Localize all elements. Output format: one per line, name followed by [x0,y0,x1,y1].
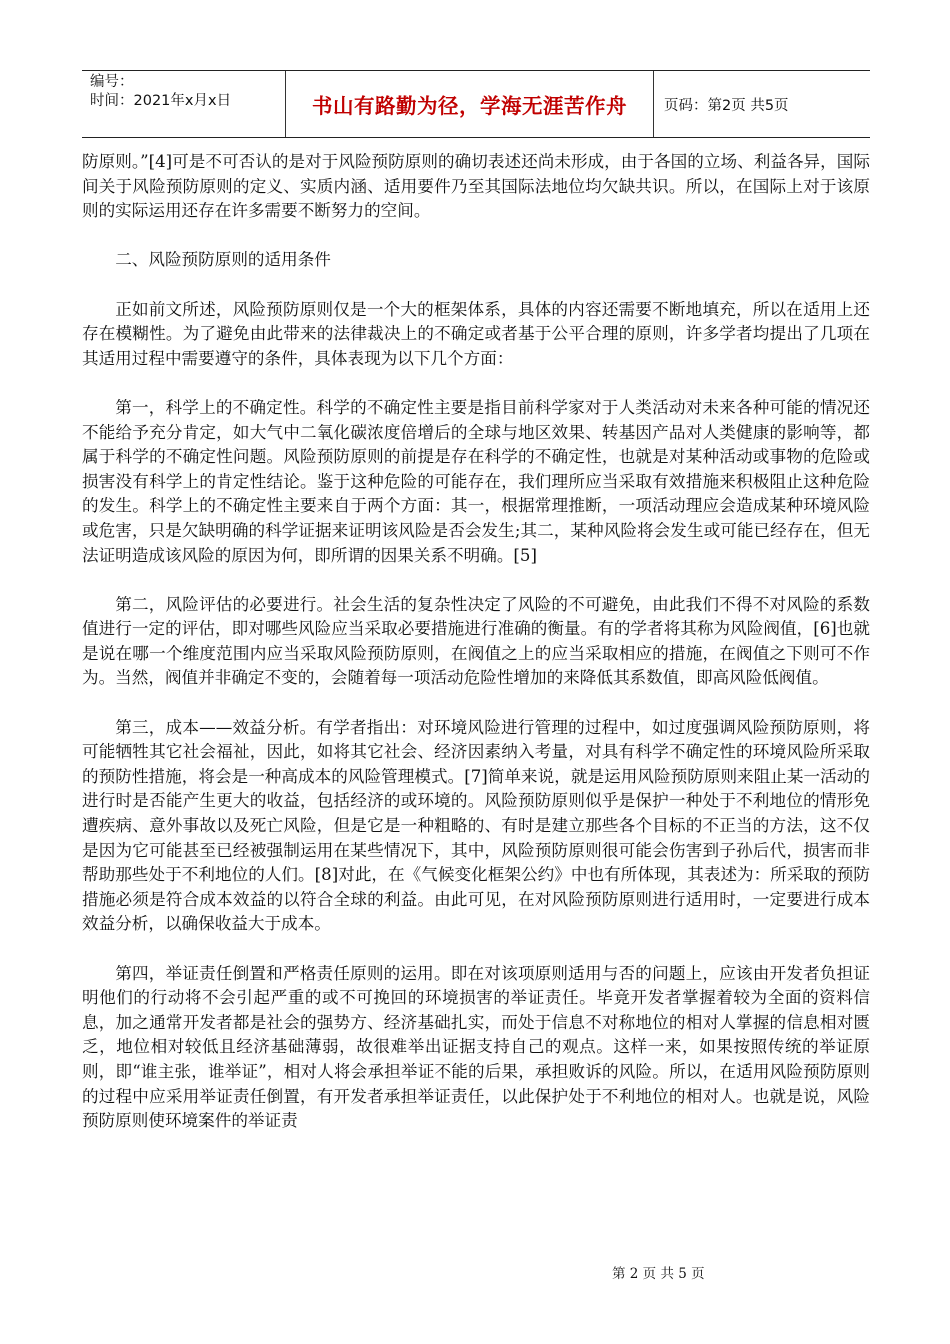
section-heading: 二、风险预防原则的适用条件 [115,250,331,270]
document-time-label: 时间：2021年x月x日 [90,93,232,109]
header-divider [653,71,654,137]
paragraph-second-condition: 第二，风险评估的必要进行。社会生活的复杂性决定了风险的不可避免，由此我们不得不对风险的系数值进行一定的评估，即对哪些风险应当采取必要措施进行准确的衡量。有的学者将其称为风险阀值，[6]也就是说在哪一个维度范围内应当采取风险预防原则，在阀值之上的应当采取相应的措施，在阀值之下则可不作为。当然，阀值并非确定不变的，会随着每一项活动危险性增加的来降低其系数值，即高风险低阀值。 [82,594,870,688]
document-body [82,150,870,1134]
page-footer: 第 2 页 共 5 页 [612,1266,705,1282]
page-header [82,70,870,138]
paragraph-fourth-condition: 第四，举证责任倒置和严格责任原则的运用。即在对该项原则适用与否的问题上，应该由开发者负担证明他们的行动将不会引起严重的或不可挽回的环境损害的举证责任。毕竟开发者掌握着较为全面的资料信息，加之通常开发者都是社会的强势方、经济基础扎实，而处于信息不对称地位的相对人掌握的信息相对匮乏，地位相对较低且经济基础薄弱，故很难举出证据支持自己的观点。这样一来，如果按照传统的举证原则，即“谁主张，谁举证”，相对人将会承担举证不能的后果，承担败诉的风险。所以，在适用风险预防原则的过程中应采用举证责任倒置，有开发者承担举证责任，以此保护处于不利地位的相对人。也就是说，风险预防原则使环境案件的举证责 [82,963,870,1131]
paragraph-continuation: 防原则。”[4]可是不可否认的是对于风险预防原则的确切表述还尚未形成，由于各国的立场、利益各异，国际间关于风险预防原则的定义、实质内涵、适用要件乃至其国际法地位均欠缺共识。所以，在国际上对于该原则的实际运用还存在许多需要不断努力的空间。 [82,152,870,221]
header-motto: 书山有路勤为径，学海无涯苦作舟 [312,94,627,118]
header-meta [90,73,282,111]
header-page-info: 页码：第2页 共5页 [664,97,789,114]
paragraph-third-condition: 第三，成本——效益分析。有学者指出：对环境风险进行管理的过程中，如过度强调风险预防原则，将可能牺牲其它社会福祉，因此，如将其它社会、经济因素纳入考量，对具有科学不确定性的环境风险所采取的预防性措施，将会是一种高成本的风险管理模式。[7]简单来说，就是运用风险预防原则来阻止某一活动的进行时是否能产生更大的收益，包括经济的或环境的。风险预防原则似乎是保护一种处于不利地位的情形免遭疾病、意外事故以及死亡风险，但是它是一种粗略的、有时是建立那些各个目标的不正当的方法，这不仅是因为它可能甚至已经被强制运用在某些情况下，其中，风险预防原则很可能会伤害到子孙后代，损害而非帮助那些处于不利地位的人们。[8]对此，在《气候变化框架公约》中也有所体现，其表述为：所采取的预防措施必须是符合成本效益的以符合全球的利益。由此可见，在对风险预防原则进行适用时，一定要进行成本效益分析，以确保收益大于成本。 [82,717,870,934]
document-number-label: 编号： [90,74,134,90]
paragraph-intro: 正如前文所述，风险预防原则仅是一个大的框架体系，具体的内容还需要不断地填充，所以在适用上还存在模糊性。为了避免由此带来的法律裁决上的不确定或者基于公平合理的原则，许多学者均提出了几项在其适用过程中需要遵守的条件，具体表现为以下几个方面： [82,299,870,368]
paragraph-first-condition: 第一，科学上的不确定性。科学的不确定性主要是指目前科学家对于人类活动对未来各种可能的情况还不能给予充分肯定，如大气中二氧化碳浓度倍增后的全球与地区效果、转基因产品对人类健康的影响等，都属于科学的不确定性问题。风险预防原则的前提是存在科学的不确定性，也就是对某种活动或事物的危险或损害没有科学上的肯定性结论。鉴于这种危险的可能存在，我们理所应当采取有效措施来积极阻止这种危险的发生。科学上的不确定性主要来自于两个方面：其一，根据常理推断，一项活动理应会造成某种环境风险或危害，只是欠缺明确的科学证据来证明该风险是否会发生;其二，某种风险将会发生或可能已经存在，但无法证明造成该风险的原因为何，即所谓的因果关系不明确。[5] [82,397,870,565]
